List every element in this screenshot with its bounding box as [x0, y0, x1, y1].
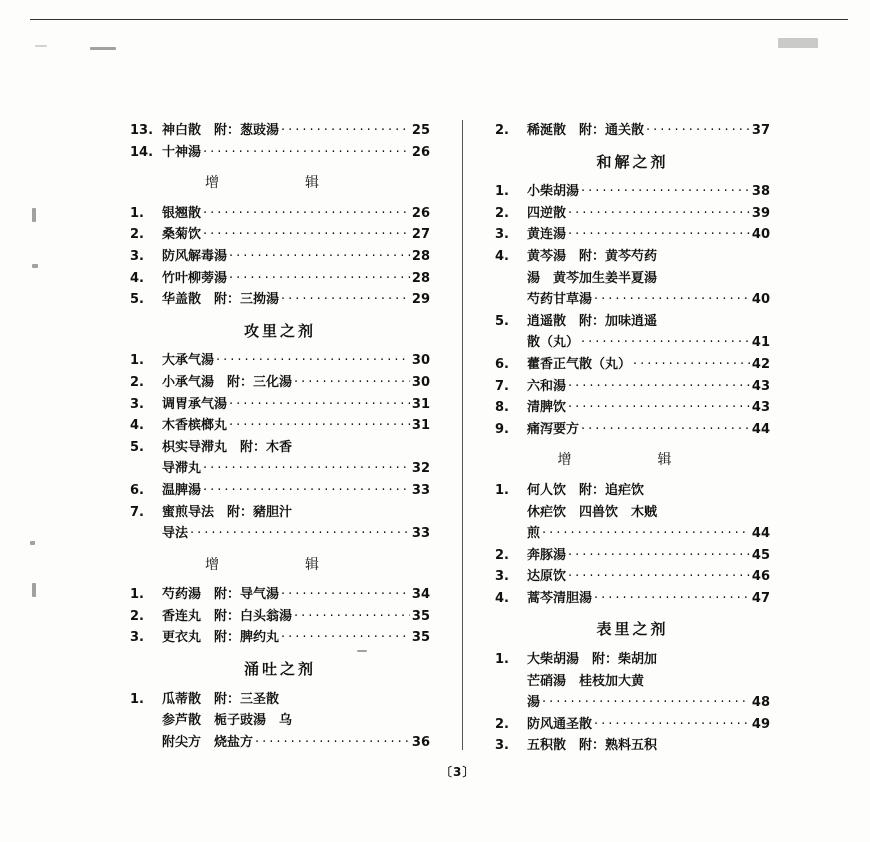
scan-speck — [35, 45, 47, 47]
entry-number: 1. — [495, 652, 509, 668]
entry-title: 何人饮 附：追疟饮 — [527, 482, 645, 498]
entry-title: 逍遥散 附：加味逍遥 — [527, 313, 658, 329]
dot-leader — [203, 224, 410, 246]
toc-entry[interactable] — [130, 224, 430, 246]
toc-entry[interactable] — [130, 480, 430, 502]
dot-leader — [229, 268, 410, 290]
entry-page-number: 26 — [411, 144, 430, 160]
entry-number: 13. — [130, 123, 154, 138]
toc-entry[interactable] — [130, 606, 430, 628]
entry-number: 2. — [130, 608, 144, 624]
entry-title: 香连丸 附：白头翁湯 — [162, 608, 293, 624]
entry-page-number: 26 — [411, 205, 430, 221]
page-number: 〔3〕 — [440, 765, 476, 779]
entry-number: 3. — [130, 248, 144, 264]
entry-title: 附尖方 烧盐方 — [162, 734, 254, 750]
entry-page-number: 29 — [411, 292, 430, 308]
scan-speck — [32, 208, 36, 222]
toc-entry[interactable] — [495, 224, 770, 246]
toc-entry[interactable] — [130, 268, 430, 290]
entry-page-number: 33 — [411, 526, 430, 542]
toc-entry[interactable] — [130, 203, 430, 225]
toc-entry-continuation[interactable] — [495, 523, 770, 545]
entry-title: 黄连湯 — [527, 227, 567, 243]
entry-title: 清脾饮 — [527, 400, 567, 416]
entry-title: 散（丸） — [527, 335, 580, 351]
entry-number: 4. — [130, 418, 144, 434]
toc-entry[interactable] — [495, 545, 770, 567]
section-heading: 攻里之剂 — [243, 321, 316, 340]
entry-number: 1. — [495, 482, 509, 498]
entry-title: 银翘散 — [162, 205, 202, 221]
toc-entry[interactable] — [495, 419, 770, 441]
entry-title: 防风解毒湯 — [162, 248, 228, 264]
toc-entry[interactable] — [130, 289, 430, 311]
entry-page-number: 44 — [751, 421, 770, 437]
entry-number: 5. — [495, 313, 509, 329]
entry-page-number: 39 — [751, 205, 770, 221]
dot-leader — [581, 419, 750, 441]
dot-leader — [294, 372, 410, 394]
toc-entry[interactable] — [495, 181, 770, 203]
entry-title: 芍药甘草湯 — [527, 292, 593, 308]
entry-number: 2. — [495, 123, 509, 138]
toc-right-column — [495, 120, 770, 757]
entry-title: 奔豚湯 — [527, 547, 567, 563]
scan-speck — [30, 541, 35, 545]
section-heading: 涌吐之剂 — [243, 660, 316, 679]
entry-number: 9. — [495, 421, 509, 437]
entry-title: 导滞丸 — [162, 461, 202, 477]
toc-left-column — [130, 120, 430, 753]
entry-title: 藿香正气散（丸） — [527, 356, 632, 372]
toc-entry[interactable] — [495, 714, 770, 736]
scan-speck — [32, 264, 38, 268]
dot-leader — [216, 350, 410, 372]
dot-leader — [646, 120, 750, 142]
entry-page-number: 40 — [751, 227, 770, 243]
dot-leader — [203, 480, 410, 502]
toc-entry[interactable] — [130, 350, 430, 372]
entry-title: 湯 — [527, 695, 541, 711]
dot-leader — [594, 289, 750, 311]
entry-page-number: 46 — [751, 569, 770, 585]
dot-leader — [542, 692, 750, 714]
entry-number: 14. — [130, 144, 154, 160]
toc-entry[interactable] — [495, 203, 770, 225]
entry-title: 木香槟榔丸 — [162, 418, 228, 434]
entry-number: 1. — [130, 353, 144, 369]
entry-page-number: 33 — [411, 482, 430, 498]
entry-number: 8. — [495, 400, 509, 416]
entry-number: 6. — [130, 482, 144, 498]
dot-leader — [255, 732, 410, 754]
entry-title: 湯 黄芩加生姜半夏湯 — [527, 270, 658, 286]
dot-leader — [281, 289, 410, 311]
toc-entry-continuation[interactable] — [130, 523, 430, 545]
entry-number: 1. — [130, 205, 144, 221]
entry-title: 蒿芩清胆湯 — [527, 590, 593, 606]
dot-leader — [294, 606, 410, 628]
scan-speck — [32, 583, 36, 597]
toc-entry-continuation[interactable] — [495, 289, 770, 311]
dot-leader — [542, 523, 750, 545]
dot-leader — [229, 415, 410, 437]
entry-title: 痛泻要方 — [527, 421, 580, 437]
entry-page-number: 30 — [411, 374, 430, 390]
entry-number: 2. — [130, 227, 144, 243]
section-heading: 增 辑 — [205, 175, 355, 192]
toc-entry[interactable] — [495, 480, 770, 502]
toc-entry[interactable] — [495, 376, 770, 398]
entry-page-number: 35 — [411, 608, 430, 624]
entry-page-number: 48 — [751, 695, 770, 711]
toc-entry[interactable] — [495, 311, 770, 333]
entry-page-number: 44 — [751, 526, 770, 542]
entry-number: 3. — [495, 738, 509, 754]
toc-entry[interactable] — [130, 502, 430, 524]
dot-leader — [203, 142, 410, 164]
entry-number: 2. — [495, 547, 509, 563]
dot-leader — [281, 627, 410, 649]
toc-entry-continuation[interactable] — [495, 268, 770, 290]
toc-entry-continuation[interactable] — [130, 458, 430, 480]
dot-leader — [229, 246, 410, 268]
section-heading: 表里之剂 — [596, 620, 669, 639]
entry-title: 小承气湯 附：三化湯 — [162, 374, 293, 390]
toc-entry[interactable] — [495, 397, 770, 419]
toc-entry[interactable] — [130, 246, 430, 268]
section-heading: 和解之剂 — [596, 152, 669, 171]
toc-entry[interactable] — [495, 588, 770, 610]
dot-leader — [594, 588, 750, 610]
scan-speck — [90, 47, 116, 50]
entry-number: 1. — [130, 587, 144, 603]
toc-entry-continuation[interactable] — [130, 732, 430, 754]
entry-title: 华盖散 附：三拗湯 — [162, 292, 280, 308]
entry-number: 3. — [130, 630, 144, 646]
entry-title: 大柴胡湯 附：柴胡加 — [527, 652, 658, 668]
entry-page-number: 30 — [411, 353, 430, 369]
entry-title: 煎 — [527, 526, 541, 542]
entry-title: 参芦散 栀子豉湯 乌 — [162, 713, 293, 729]
entry-number: 7. — [130, 504, 144, 520]
entry-title: 芍药湯 附：导气湯 — [162, 587, 280, 603]
entry-page-number: 42 — [751, 356, 770, 372]
toc-entry-continuation[interactable] — [495, 671, 770, 693]
toc-entry[interactable] — [495, 246, 770, 268]
dot-leader — [229, 394, 410, 416]
toc-entry[interactable] — [130, 372, 430, 394]
toc-entry[interactable] — [495, 735, 770, 757]
entry-title: 神白散 附：葱豉湯 — [162, 123, 280, 138]
dot-leader — [568, 566, 750, 588]
toc-entry[interactable] — [130, 437, 430, 459]
entry-page-number: 32 — [411, 461, 430, 477]
entry-number: 4. — [495, 590, 509, 606]
dot-leader — [568, 203, 750, 225]
section-heading: 增 辑 — [557, 452, 708, 469]
entry-number: 4. — [130, 270, 144, 286]
entry-page-number: 27 — [411, 227, 430, 243]
entry-title: 桑菊饮 — [162, 227, 202, 243]
entry-title: 五积散 附：熟料五积 — [527, 738, 658, 754]
entry-number: 1. — [130, 691, 144, 707]
entry-title: 竹叶柳蒡湯 — [162, 270, 228, 286]
entry-page-number: 25 — [411, 123, 430, 138]
entry-title: 达原饮 — [527, 569, 567, 585]
dot-leader — [203, 458, 410, 480]
toc-entry[interactable] — [495, 566, 770, 588]
entry-title: 四逆散 — [527, 205, 567, 221]
toc-entry[interactable] — [130, 120, 430, 142]
entry-title: 瓜蒂散 附：三圣散 — [162, 691, 280, 707]
entry-page-number: 47 — [751, 590, 770, 606]
toc-entry[interactable] — [495, 354, 770, 376]
dot-leader — [594, 714, 750, 736]
entry-title: 芒硝湯 桂枝加大黄 — [527, 673, 645, 689]
entry-title: 稀涎散 附：通关散 — [527, 123, 645, 138]
entry-title: 导法 — [162, 526, 189, 542]
entry-number: 2. — [130, 374, 144, 390]
entry-page-number: 35 — [411, 630, 430, 646]
entry-number: 1. — [495, 184, 509, 200]
entry-page-number: 28 — [411, 248, 430, 264]
entry-page-number: 37 — [751, 123, 770, 138]
toc-entry[interactable] — [130, 584, 430, 606]
dot-leader — [281, 120, 410, 142]
entry-page-number: 43 — [751, 400, 770, 416]
toc-entry[interactable] — [130, 142, 430, 164]
toc-entry[interactable] — [495, 120, 770, 142]
entry-number: 2. — [495, 205, 509, 221]
entry-page-number: 34 — [411, 587, 430, 603]
entry-number: 2. — [495, 716, 509, 732]
toc-entry[interactable] — [130, 415, 430, 437]
entry-page-number: 49 — [751, 716, 770, 732]
entry-page-number: 41 — [751, 335, 770, 351]
entry-number: 7. — [495, 378, 509, 394]
entry-number: 3. — [495, 569, 509, 585]
toc-entry[interactable] — [130, 627, 430, 649]
entry-title: 十神湯 — [162, 144, 202, 160]
entry-number: 3. — [130, 396, 144, 412]
entry-number: 5. — [130, 292, 144, 308]
dot-leader — [633, 354, 750, 376]
entry-page-number: 45 — [751, 547, 770, 563]
entry-title: 温脾湯 — [162, 482, 202, 498]
toc-entry-continuation[interactable] — [130, 710, 430, 732]
toc-entry-continuation[interactable] — [495, 692, 770, 714]
dot-leader — [568, 545, 750, 567]
dot-leader — [581, 332, 750, 354]
dot-leader — [281, 584, 410, 606]
toc-entry[interactable] — [130, 689, 430, 711]
entry-title: 六和湯 — [527, 378, 567, 394]
dot-leader — [568, 397, 750, 419]
toc-entry-continuation[interactable] — [495, 332, 770, 354]
entry-title: 调胃承气湯 — [162, 396, 228, 412]
column-divider — [462, 120, 463, 750]
dot-leader — [203, 203, 410, 225]
top-rule — [30, 19, 848, 20]
entry-title: 休疟饮 四兽饮 木贼 — [527, 504, 658, 520]
entry-title: 枳实导滞丸 附：木香 — [162, 439, 293, 455]
dot-leader — [581, 181, 750, 203]
entry-page-number: 31 — [411, 396, 430, 412]
section-heading: 增 辑 — [205, 556, 355, 573]
entry-page-number: 31 — [411, 418, 430, 434]
toc-entry[interactable] — [495, 649, 770, 671]
entry-page-number: 43 — [751, 378, 770, 394]
entry-number: 5. — [130, 439, 144, 455]
entry-page-number: 36 — [411, 734, 430, 750]
entry-title: 更衣丸 附：脾约丸 — [162, 630, 280, 646]
toc-entry-continuation[interactable] — [495, 502, 770, 524]
entry-title: 黄芩湯 附：黄芩芍药 — [527, 248, 658, 264]
entry-page-number: 28 — [411, 270, 430, 286]
entry-number: 3. — [495, 227, 509, 243]
toc-entry[interactable] — [130, 394, 430, 416]
entry-title: 小柴胡湯 — [527, 184, 580, 200]
entry-title: 大承气湯 — [162, 353, 215, 369]
entry-number: 4. — [495, 248, 509, 264]
dot-leader — [190, 523, 410, 545]
entry-page-number: 40 — [751, 292, 770, 308]
entry-page-number: 38 — [751, 184, 770, 200]
entry-title: 防风通圣散 — [527, 716, 593, 732]
dot-leader — [568, 224, 750, 246]
dot-leader — [568, 376, 750, 398]
scan-speck — [778, 38, 818, 48]
entry-number: 6. — [495, 356, 509, 372]
entry-title: 蜜煎导法 附：豬胆汁 — [162, 504, 293, 520]
